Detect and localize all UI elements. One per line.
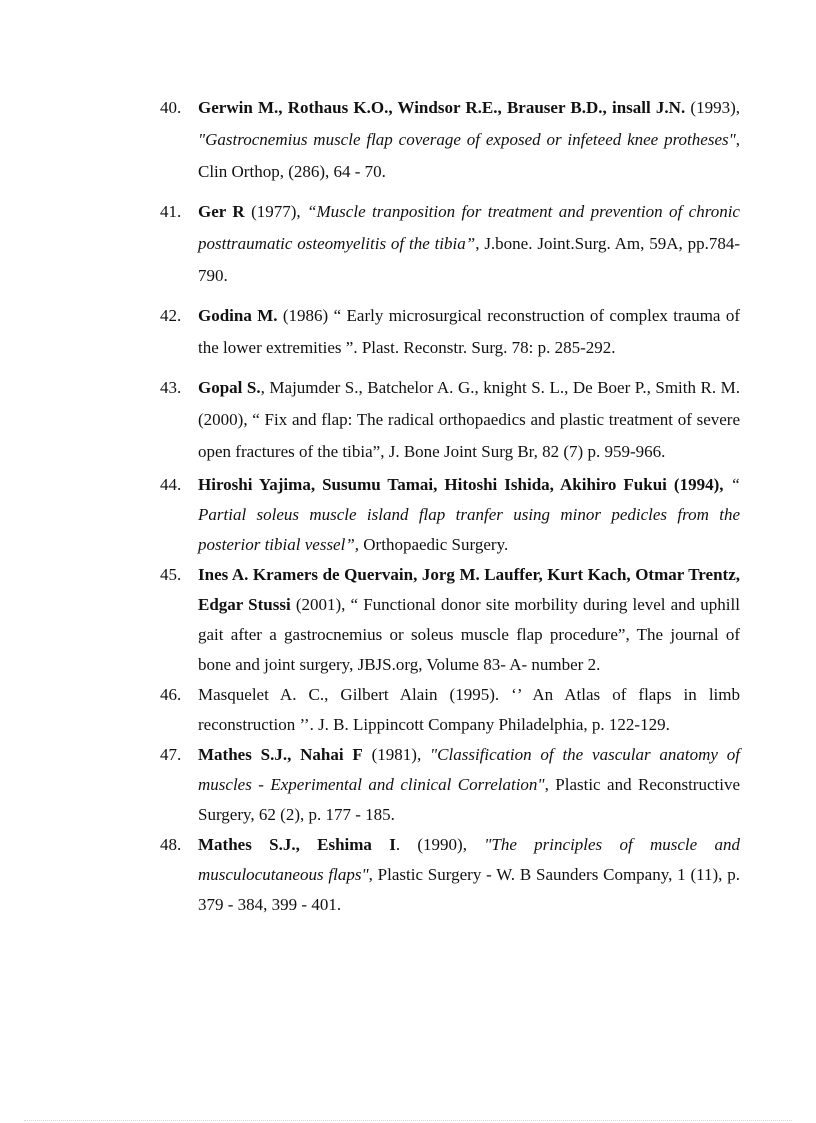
reference-number: 40. <box>160 98 182 117</box>
reference-item-40 <box>160 92 740 188</box>
reference-year: Masquelet A. C., Gilbert Alain (1995). <box>198 685 512 704</box>
reference-source: Orthopaedic Surgery. <box>359 535 509 554</box>
reference-number: 45. <box>160 565 182 584</box>
reference-list <box>160 92 740 920</box>
reference-title: "The principles of muscle and musculocutaneous flaps" <box>198 835 740 884</box>
reference-text <box>198 372 740 468</box>
reference-source: . J. B. Lippincott Company Philadelphia, p. 122-129. <box>309 715 670 734</box>
reference-text <box>198 680 740 740</box>
reference-item-45 <box>160 560 740 680</box>
reference-number: 43. <box>160 378 182 397</box>
reference-number: 42. <box>160 306 182 325</box>
reference-year <box>724 475 731 494</box>
reference-title: "Gastrocnemius muscle flap coverage of exposed or infeteed knee protheses" <box>198 130 736 149</box>
reference-authors: Gerwin M., Rothaus K.O., Windsor R.E., Brauser B.D., insall J.N. <box>198 98 686 117</box>
reference-title: ‘’ An Atlas of flaps in limb reconstruction ’’ <box>198 685 740 734</box>
reference-year: (1981), <box>362 745 431 764</box>
reference-item-46 <box>160 680 740 740</box>
reference-item-43 <box>160 372 740 468</box>
reference-year: , Majumder S., Batchelor A. G., knight S. L., De Boer P., Smith R. M. (2000), <box>198 378 740 429</box>
reference-authors: Gopal S. <box>198 378 261 397</box>
reference-authors: Mathes S.J., Nahai F <box>198 745 363 764</box>
reference-text <box>198 830 740 920</box>
reference-title: "Classification of the vascular anatomy of muscles - Experimental and clinical Correlation" <box>198 745 740 794</box>
reference-number: 47. <box>160 745 182 764</box>
reference-title: “ Partial soleus muscle island flap tranfer using minor pedicles from the posterior tibial vessel”, <box>198 475 741 554</box>
reference-text <box>198 560 740 680</box>
reference-authors: Mathes S.J., Eshima I <box>198 835 396 854</box>
reference-source: , Clin Orthop, (286), 64 - 70. <box>198 130 740 181</box>
reference-year: (1993), <box>685 98 740 117</box>
reference-item-47 <box>160 740 740 830</box>
reference-source: , Plastic Surgery - W. B Saunders Company, 1 (11), p. 379 - 384, 399 - 401. <box>198 865 740 914</box>
reference-title: “ Functional donor site morbility during level and uphill gait after a gastrocnemius or soleus muscle flap procedure” <box>198 595 740 644</box>
reference-authors: Hiroshi Yajima, Susumu Tamai, Hitoshi Ishida, Akihiro Fukui (1994), <box>198 475 724 494</box>
reference-authors: Ines A. Kramers de Quervain, Jorg M. Lauffer, Kurt Kach, Otmar Trentz, Edgar Stussi <box>198 565 740 614</box>
reference-text <box>198 92 740 188</box>
reference-source: , The journal of bone and joint surgery, JBJS.org, Volume 83- A- number 2. <box>198 625 740 674</box>
reference-authors: Ger R <box>198 202 245 221</box>
reference-title: “Muscle tranposition for treatment and prevention of chronic posttraumatic osteomyelitis of the tibia” <box>198 202 740 253</box>
reference-item-48 <box>160 830 740 920</box>
page-bottom-rule <box>24 1120 792 1121</box>
reference-source: , J.bone. Joint.Surg. Am, 59A, pp.784-790. <box>198 234 740 285</box>
reference-number: 46. <box>160 685 182 704</box>
reference-source: , Plastic and Reconstructive Surgery, 62 (2), p. 177 - 185. <box>198 775 741 824</box>
reference-item-42 <box>160 300 740 364</box>
reference-year: (1977), <box>244 202 308 221</box>
reference-item-41 <box>160 196 740 292</box>
reference-text <box>198 196 740 292</box>
reference-title: “ Early microsurgical reconstruction of complex trauma of the lower extremities ” <box>198 306 740 357</box>
reference-year: . (1990), <box>395 835 485 854</box>
reference-authors: Godina M. <box>198 306 278 325</box>
reference-number: 44. <box>160 475 182 494</box>
reference-text <box>198 300 740 364</box>
reference-source: , J. Bone Joint Surg Br, 82 (7) p. 959-966. <box>380 442 666 461</box>
reference-source: . Plast. Reconstr. Surg. 78: p. 285-292. <box>353 338 616 357</box>
reference-number: 41. <box>160 202 182 221</box>
reference-item-44 <box>160 470 740 560</box>
reference-number: 48. <box>160 835 182 854</box>
reference-year: (1986) <box>277 306 334 325</box>
reference-text <box>198 470 740 560</box>
reference-title: “ Fix and flap: The radical orthopaedics and plastic treatment of severe open fractures of the tibia” <box>198 410 740 461</box>
reference-text <box>198 740 740 830</box>
reference-year: (2001), <box>290 595 351 614</box>
